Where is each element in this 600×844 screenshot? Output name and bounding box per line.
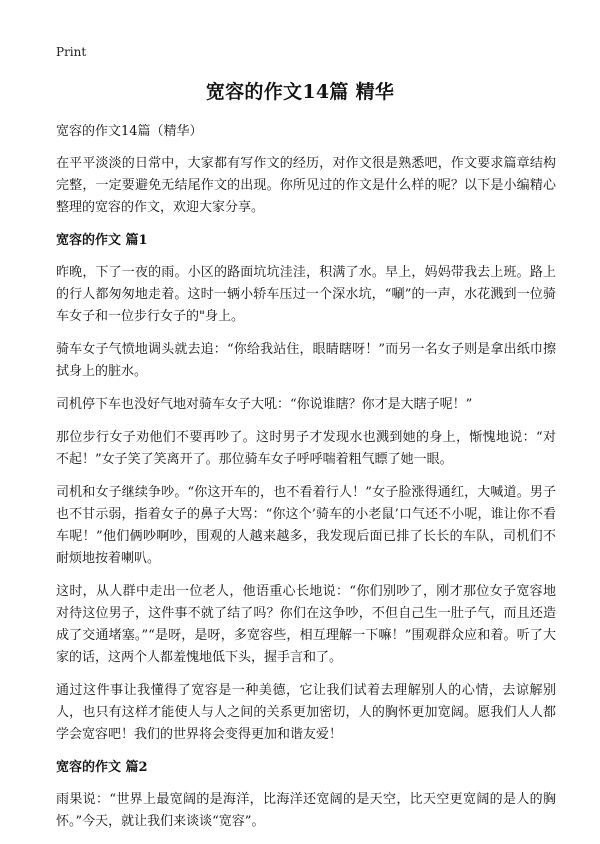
- paragraph: 司机停下车也没好气地对骑车女子大吼：“你说谁瞎？你才是大瞎子呢！”: [56, 397, 473, 412]
- section-heading: 宽容的作文 篇1: [56, 233, 148, 248]
- intro-paragraph: 在平平淡淡的日常中，大家都有写作文的经历，对作文很是熟悉吧，作文要求篇章结构完整，一定要避免无结尾作文的出现。你所见过的作文是什么样的呢？以下是小编精心整理的宽容的作文，欢迎大家分享。: [56, 156, 556, 215]
- paragraph: 昨晚，下了一夜的雨。小区的路面坑坑洼洼，积满了水。早上，妈妈带我去上班。路上的行人都匆匆地走着。这时一辆小轿车压过一个深水坑，“唰”的一声，水花溅到一位骑车女子和一位步行女子的"身上。: [56, 265, 556, 324]
- page-title: 宽容的作文14篇 精华: [205, 81, 395, 103]
- paragraph: 司机和女子继续争吵。“你这开车的，也不看着行人！”女子脸涨得通红，大喊道。男子也不甘示弱，指着女子的鼻子大骂：“你这个’骑车的小老鼠’口气还不小呢，谁让你不看车呢！”他们俩吵啊吵，围观的人越来越多，我发现后面已排了长长的车队，司机们不耐烦地按着喇叭。: [56, 485, 556, 566]
- document-body: [56, 121, 556, 844]
- section-heading: 宽容的作文 篇2: [56, 760, 148, 775]
- print-link[interactable]: Print: [56, 45, 87, 59]
- paragraph: 那位步行女子劝他们不要再吵了。这时男子才发现水也溅到她的身上，惭愧地说：“对不起！”女子笑了笑离开了。那位骑车女子呼呼喘着粗气瞟了她一眼。: [56, 430, 556, 467]
- paragraph: 骑车女子气愤地调头就去追：“你给我站住，眼睛瞎呀！”而另一名女子则是拿出纸巾擦拭身上的脏水。: [56, 342, 556, 379]
- document-subtitle: 宽容的作文14篇（精华）: [56, 124, 203, 139]
- paragraph: 这时，从人群中走出一位老人，他语重心长地说：“你们别吵了，刚才那位女子宽容地对待这位男子，这件事不就了结了吗？你们在这争吵，不但自己生一肚子气，而且还造成了交通堵塞。”“是呀，是呀，多宽容些，相互理解一下嘛！”围观群众应和着。听了大家的话，这两个人都羞愧地低下头，握手言和了。: [56, 584, 556, 665]
- paragraph: 通过这件事让我懂得了宽容是一种美德，它让我们试着去理解别人的心情，去谅解别人，也只有这样才能使人与人之间的关系更加密切，人的胸怀更加宽阔。愿我们人人都学会宽容吧！我们的世界将会变得更加和谐友爱！: [56, 683, 556, 742]
- paragraph: 雨果说：“世界上最宽阔的是海洋，比海洋还宽阔的是天空，比天空更宽阔的是人的胸怀。”今天，就让我们来谈谈“宽容”。: [56, 792, 556, 829]
